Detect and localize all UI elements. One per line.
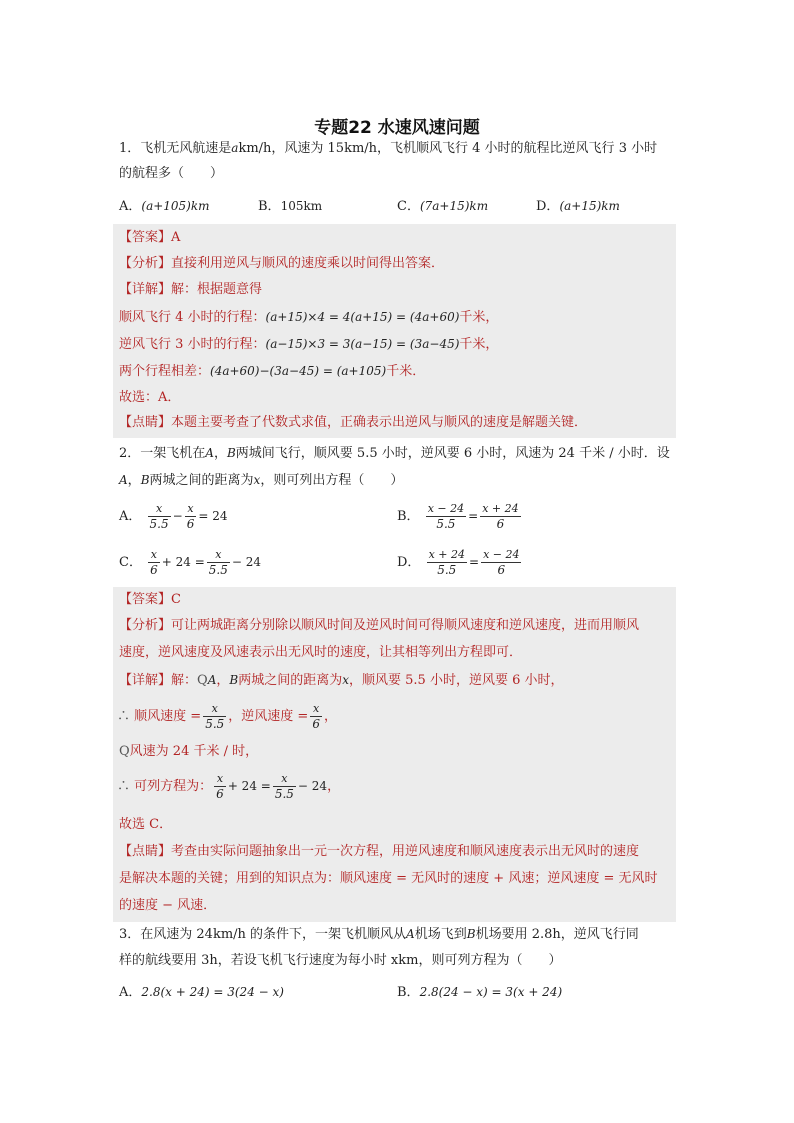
frac-den: 5.5 <box>149 517 169 531</box>
s2-downwind-frac <box>203 702 226 731</box>
q2-opt-b-frac-1 <box>426 502 466 531</box>
q2-opt-d-frac-1 <box>427 548 467 577</box>
s2-because-symbol-2: Q <box>119 744 130 759</box>
q1-option-d <box>536 197 620 216</box>
q2-opt-d-frac-2 <box>481 548 521 577</box>
s1-l3-text: 两个行程相差： <box>119 364 211 379</box>
s2-analysis-text-1: 可让两城距离分别除以顺风时间及逆风时间可得顺风速度和逆风速度，进而用顺风 <box>171 618 640 633</box>
q2-sep-2: ， <box>127 473 141 488</box>
q2-opt-b-frac-2 <box>480 502 520 531</box>
s1-l1-unit: 千米， <box>459 310 499 325</box>
frac-den: 5.5 <box>208 563 228 577</box>
s1-l2-unit: 千米， <box>459 337 499 352</box>
s2-choose: 故选 C． <box>119 817 173 832</box>
s1-l3-math: (4a+60)−(3a−45) = (a+105) <box>210 364 387 378</box>
q2-option-a <box>119 502 227 531</box>
q2-var-a: A <box>205 446 214 460</box>
frac-den: 6 <box>150 563 158 577</box>
frac-den: 5.5 <box>205 717 225 731</box>
frac-num: x <box>207 548 230 563</box>
s2-therefore-symbol: ∴ <box>117 709 131 724</box>
q3-text-3: 机场要用 2.8h，逆风飞行同 <box>475 927 639 942</box>
q3-var-a: A <box>406 927 415 941</box>
frac-den: 5.5 <box>436 517 456 531</box>
s2-answer-tag: 【答案】 <box>119 592 172 607</box>
s2-eq-rhs: − 24 <box>297 779 328 793</box>
q3-line-1 <box>119 925 639 944</box>
s2-detail-text-c: ，顺风要 5.5 小时，逆风要 6 小时， <box>349 673 564 688</box>
q1-option-c <box>397 197 488 216</box>
q2-opt-a-frac-2 <box>185 502 197 531</box>
frac-num: x <box>148 548 160 563</box>
q2-opt-c-frac-1 <box>148 548 160 577</box>
frac-num: x <box>185 502 197 517</box>
s1-answer-value: A <box>171 230 181 245</box>
q2-line-1 <box>119 444 670 463</box>
frac-num: x <box>273 772 296 787</box>
s1-comment-tag: 【点睛】 <box>119 415 172 430</box>
q2-opt-b-label: B． <box>397 509 420 524</box>
q2-opt-c-label: C． <box>119 555 142 570</box>
q1-text-1: 1．飞机无风航速是 <box>119 141 232 156</box>
q2-var-b-2: B <box>140 473 150 487</box>
q1-option-d-value: (a+15)km <box>559 199 620 213</box>
s2-comment-2: 是解决本题的关键；用到的知识点为：顺风速度 = 无风时的速度 + 风速；逆风速度 = 无风时 <box>119 871 658 886</box>
q2-option-d <box>397 548 523 577</box>
s2-wind-text: 风速为 24 千米 / 时， <box>129 744 259 759</box>
s2-answer-value: C <box>171 592 181 607</box>
q2-option-c <box>119 548 261 577</box>
q2-var-a-2: A <box>119 473 128 487</box>
s2-comment-3: 的速度 − 风速． <box>119 898 217 913</box>
s1-answer-tag: 【答案】 <box>119 230 172 245</box>
q3-option-a <box>119 983 284 1002</box>
q1-option-b-value: 105km <box>280 199 323 213</box>
q2-opt-c-rhs: − 24 <box>231 555 261 569</box>
q3-opt-b-label: B． <box>397 985 420 1000</box>
s2-comment-text-1: 考查由实际问题抽象出一元一次方程，用逆风速度和顺风速度表示出无风时的速度 <box>171 844 640 859</box>
frac-den: 5.5 <box>274 787 294 801</box>
s2-downwind-label: 顺风速度 = <box>134 709 202 724</box>
q1-option-c-value: (7a+15)km <box>419 199 489 213</box>
frac-den: 6 <box>496 517 505 531</box>
q1-line-2: 的航程多（ ） <box>119 166 224 181</box>
s2-eq-comma: ， <box>327 779 341 794</box>
s1-line-3 <box>119 362 425 381</box>
frac-num: x <box>148 502 171 517</box>
s2-because-symbol: Q <box>197 673 208 688</box>
s2-comment-1 <box>119 843 639 861</box>
q3-option-b <box>397 983 562 1002</box>
frac-den: 6 <box>216 787 224 801</box>
q1-option-b <box>258 197 322 216</box>
q2-opt-c-mid: + 24 = <box>161 555 205 569</box>
s2-detail-text-a: 解： <box>171 673 198 688</box>
s1-analysis-text: 直接利用逆风与顺风的速度乘以时间得出答案． <box>171 256 445 271</box>
s2-equation-label: 可列方程为： <box>134 779 213 794</box>
s1-l2-math: (a−15)×3 = 3(a−15) = (3a−45) <box>265 337 460 351</box>
q2-text-2: 两城间飞行，顺风要 5.5 小时，逆风要 6 小时，风速为 24 千米 / 小时．设 <box>235 446 670 461</box>
q1-line-1 <box>119 139 657 158</box>
s1-choose: 故选：A． <box>119 390 181 405</box>
frac-num: x <box>310 702 322 717</box>
q3-opt-b-value: 2.8(24 − x) = 3(x + 24) <box>419 985 563 999</box>
q1-text-2: km/h，风速为 15km/h，飞机顺风飞行 4 小时的航程比逆风飞行 3 小时 <box>238 141 658 156</box>
s1-comment-text: 本题主要考查了代数式求值，正确表示出逆风与顺风的速度是解题关键． <box>171 415 588 430</box>
q1-option-a-label: A． <box>119 199 142 214</box>
s1-detail-tag: 【详解】 <box>119 282 172 297</box>
q2-text-1: 2．一架飞机在 <box>119 446 206 461</box>
q2-opt-b-eq: = <box>468 509 479 523</box>
q2-sep: ， <box>213 446 227 461</box>
q1-option-c-label: C． <box>397 199 420 214</box>
q1-option-a-value: (a+105)km <box>141 199 210 213</box>
s2-detail <box>119 671 564 690</box>
s2-var-x: x <box>342 673 350 687</box>
s1-line-1 <box>119 308 498 327</box>
q2-opt-d-eq: = <box>469 555 480 569</box>
frac-num: x <box>203 702 226 717</box>
s2-var-b: B <box>229 673 239 687</box>
s2-sep: ， <box>216 673 230 688</box>
q2-opt-a-frac-1 <box>148 502 171 531</box>
q1-var-a: a <box>231 141 239 155</box>
q3-text-2: 机场飞到 <box>414 927 467 942</box>
s2-eq-mid: + 24 = <box>227 779 271 793</box>
s1-l2-text: 逆风飞行 3 小时的行程： <box>119 337 266 352</box>
s2-equation-line <box>117 772 340 801</box>
q3-line-2: 样的航线要用 3h，若设飞机飞行速度为每小时 xkm，则可列方程为（ ） <box>119 953 562 968</box>
frac-den: 5.5 <box>437 563 457 577</box>
s2-upwind-label: ，逆风速度 = <box>228 709 309 724</box>
q2-option-b <box>397 502 523 531</box>
s1-answer <box>119 229 180 247</box>
s2-analysis-2: 速度，逆风速度及风速表示出无风时的速度，让其相等列出方程即可． <box>119 645 523 660</box>
frac-num: x − 24 <box>427 502 465 515</box>
frac-den: 6 <box>186 517 195 531</box>
s2-analysis-1 <box>119 617 639 635</box>
s2-answer <box>119 591 181 609</box>
s1-line-2 <box>119 335 498 354</box>
s2-var-a: A <box>207 673 217 687</box>
q2-var-b: B <box>226 446 236 460</box>
q1-option-b-label: B． <box>258 199 281 214</box>
s2-comment-tag: 【点睛】 <box>119 844 172 859</box>
q1-option-d-label: D． <box>536 199 560 214</box>
frac-num: x − 24 <box>483 548 520 561</box>
q2-opt-c-frac-2 <box>207 548 230 577</box>
page-title: 专题22 水速风速问题 <box>314 118 480 138</box>
s1-detail-text: 解：根据题意得 <box>171 282 263 297</box>
frac-num: x + 24 <box>482 502 519 515</box>
s2-wind-line <box>119 743 258 761</box>
s1-detail <box>119 281 262 299</box>
q2-text-3: 两城之间的距离为 <box>149 473 254 488</box>
q2-text-4: ，则可列出方程（ ） <box>260 473 404 488</box>
s1-analysis <box>119 255 444 273</box>
q2-opt-a-minus: − <box>172 509 183 523</box>
s1-l1-math: (a+15)×4 = 4(a+15) = (4a+60) <box>265 310 460 324</box>
q3-text-1: 3．在风速为 24km/h 的条件下，一架飞机顺风从 <box>119 927 407 942</box>
q2-var-x: x <box>253 473 261 487</box>
q3-opt-a-value: 2.8(x + 24) = 3(24 − x) <box>141 985 284 999</box>
s2-detail-text-b: 两城之间的距离为 <box>238 673 343 688</box>
frac-num: x <box>214 772 226 787</box>
s1-analysis-tag: 【分析】 <box>119 256 172 271</box>
q3-var-b: B <box>466 927 476 941</box>
frac-num: x + 24 <box>428 548 465 561</box>
s2-therefore-symbol-2: ∴ <box>117 779 131 794</box>
q1-option-a <box>119 197 210 216</box>
q2-opt-a-rhs: = 24 <box>198 509 228 523</box>
q2-opt-a-label: A． <box>119 509 142 524</box>
s2-speed-line <box>117 702 337 731</box>
q2-line-2 <box>119 471 403 490</box>
frac-den: 6 <box>497 563 506 577</box>
s2-analysis-tag: 【分析】 <box>119 618 172 633</box>
q2-opt-d-label: D． <box>397 555 421 570</box>
s2-eq-frac-1 <box>214 772 226 801</box>
s2-comma: ， <box>323 709 337 724</box>
q3-opt-a-label: A． <box>119 985 142 1000</box>
s1-l1-text: 顺风飞行 4 小时的行程： <box>119 310 266 325</box>
s1-l3-unit: 千米． <box>386 364 426 379</box>
s2-detail-tag: 【详解】 <box>119 673 172 688</box>
s1-comment <box>119 414 587 432</box>
frac-den: 6 <box>312 717 320 731</box>
s2-upwind-frac <box>310 702 322 731</box>
s2-eq-frac-2 <box>273 772 296 801</box>
